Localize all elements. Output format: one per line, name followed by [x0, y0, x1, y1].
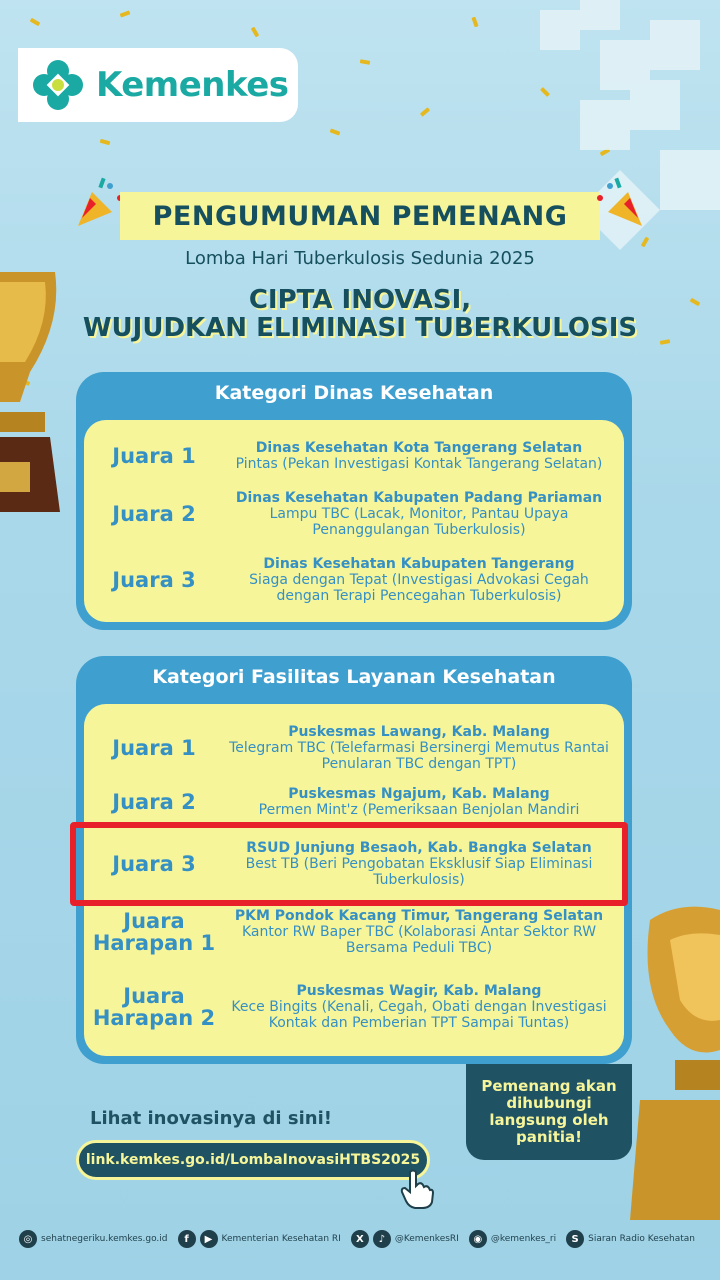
winner-org: Puskesmas Ngajum, Kab. Malang	[288, 786, 550, 802]
winner-row	[84, 552, 624, 608]
facebook-icon[interactable]: f	[178, 1230, 196, 1248]
winner-row	[84, 970, 624, 1044]
page-title: PENGUMUMAN PEMENANG	[152, 200, 568, 232]
subtitle: Lomba Hari Tuberkulosis Sedunia 2025	[185, 248, 535, 269]
party-popper-icon	[592, 174, 650, 232]
winner-description	[224, 490, 624, 538]
winner-description	[224, 983, 624, 1031]
innovation-link[interactable]: link.kemkes.go.id/LombaInovasiHTBS2025	[76, 1140, 430, 1180]
x-icon[interactable]: X	[351, 1230, 369, 1248]
winner-org: Puskesmas Lawang, Kab. Malang	[288, 724, 550, 740]
winner-row	[84, 436, 624, 476]
winner-row	[84, 904, 624, 960]
winner-description	[224, 786, 624, 818]
winner-rank-line: Harapan 1	[92, 931, 216, 955]
footer-radio[interactable]: Siaran Radio Kesehatan	[588, 1234, 695, 1244]
winner-rank	[84, 985, 224, 1029]
winner-innovation: Pintas (Pekan Investigasi Kontak Tangerang Selatan)	[235, 456, 603, 472]
winner-description	[224, 440, 624, 472]
footer-x-tiktok[interactable]: @KemenkesRI	[394, 1234, 459, 1244]
winner-rank-line: Juara	[123, 984, 185, 1008]
winner-org: RSUD Junjung Besaoh, Kab. Bangka Selatan	[246, 840, 592, 856]
category-dinas-kesehatan	[76, 372, 632, 630]
winner-innovation: Kantor RW Baper TBC (Kolaborasi Antar Sektor RW Bersama Peduli TBC)	[241, 924, 597, 956]
instagram-icon[interactable]: ◉	[469, 1230, 487, 1248]
tiktok-icon[interactable]: ♪	[373, 1230, 391, 1248]
footer-youtube[interactable]: Kementerian Kesehatan RI	[221, 1234, 341, 1244]
highlight-box	[70, 822, 628, 906]
winner-rank: Juara 2	[112, 790, 196, 814]
globe-icon: ◎	[19, 1230, 37, 1248]
winner-rank: Juara 3	[112, 568, 196, 592]
winner-rank: Juara 3	[112, 852, 196, 876]
winner-rank	[84, 910, 224, 954]
winner-rank: Juara 2	[112, 502, 196, 526]
footer-instagram[interactable]: @kemenkes_ri	[490, 1234, 557, 1244]
winner-rank: Juara 1	[112, 444, 196, 468]
winner-innovation: Best TB (Beri Pengobatan Eksklusif Siap Eliminasi Tuberkulosis)	[245, 856, 593, 888]
category-title: Kategori Dinas Kesehatan	[214, 382, 494, 404]
title-banner	[120, 192, 600, 240]
winner-org: Puskesmas Wagir, Kab. Malang	[296, 983, 542, 999]
winner-description	[224, 908, 624, 956]
category-title: Kategori Fasilitas Layanan Kesehatan	[152, 666, 556, 688]
category-winners	[84, 420, 624, 622]
contact-note: Pemenang akan dihubungi langsung oleh panitia!	[466, 1064, 632, 1160]
winner-org: Dinas Kesehatan Kabupaten Tangerang	[263, 556, 575, 572]
winner-org: Dinas Kesehatan Kabupaten Padang Pariaman	[235, 490, 603, 506]
youtube-icon[interactable]: ▶	[200, 1230, 218, 1248]
winner-rank: Juara 1	[112, 736, 196, 760]
footer-website[interactable]: sehatnegeriku.kemkes.go.id	[41, 1234, 168, 1244]
winner-org: PKM Pondok Kacang Timur, Tangerang Selatan	[234, 908, 604, 924]
winner-innovation: Lampu TBC (Lacak, Monitor, Pantau Upaya Penanggulangan Tuberkulosis)	[269, 506, 569, 538]
winner-rank-line: Juara	[123, 909, 185, 933]
winner-innovation: Permen Mint'z (Pemeriksaan Benjolan Mandiri	[258, 802, 580, 818]
kemenkes-logo-icon	[30, 57, 86, 113]
headline-line-2: WUJUDKAN ELIMINASI TUBERKULOSIS	[82, 313, 638, 343]
winner-org: Dinas Kesehatan Kota Tangerang Selatan	[255, 440, 583, 456]
radio-icon[interactable]: S	[566, 1230, 584, 1248]
cta-label: Lihat inovasinya di sini!	[90, 1108, 332, 1129]
winner-row	[84, 486, 624, 542]
winner-row	[84, 782, 624, 822]
winner-row	[84, 720, 624, 776]
winner-description	[224, 556, 624, 604]
brand-name: Kemenkes	[96, 65, 289, 105]
footer	[0, 1222, 720, 1256]
headline-line-1: CIPTA INOVASI,	[248, 285, 472, 315]
winner-rank-line: Harapan 2	[92, 1006, 216, 1030]
winner-description	[224, 724, 624, 772]
hand-cursor-icon	[400, 1168, 434, 1210]
winner-innovation: Siaga dengan Tepat (Investigasi Advokasi Cegah dengan Terapi Pencegahan Tuberkulosis)	[249, 572, 589, 604]
winner-innovation: Kece Bingits (Kenali, Cegah, Obati dengan Investigasi Kontak dan Pemberian TPT Sampai Tuntas)	[231, 999, 607, 1031]
kemenkes-logo	[18, 48, 298, 122]
trophy-icon	[620, 900, 720, 1220]
winner-innovation: Telegram TBC (Telefarmasi Bersinergi Memutus Rantai Penularan TBC dengan TPT)	[229, 740, 609, 772]
